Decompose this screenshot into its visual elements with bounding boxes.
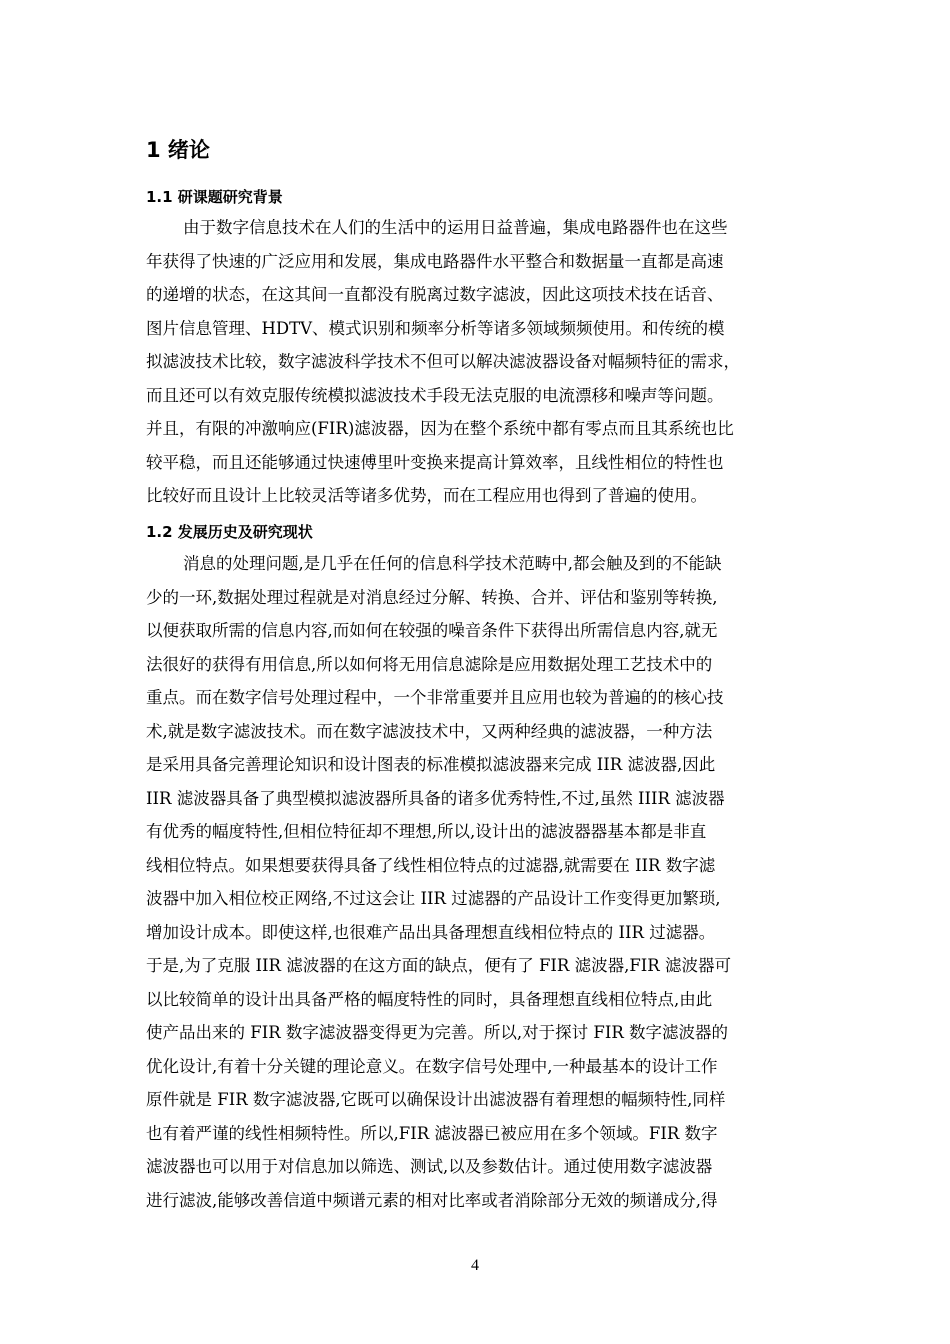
paragraph-line: 使产品出来的 FIR 数字滤波器变得更为完善。所以,对于探讨 FIR 数字滤波器的 <box>146 1023 729 1042</box>
paragraph-line: 以便获取所需的信息内容,而如何在较强的噪音条件下获得出所需信息内容,就无 <box>146 621 718 640</box>
paragraph-line: 以比较简单的设计出具备严格的幅度特性的同时，具备理想直线相位特点,由此 <box>146 989 713 1009</box>
paragraph-line: 优化设计,有着十分关键的理论意义。在数字信号处理中,一种最基本的设计工作 <box>146 1056 718 1076</box>
section-history-paragraph <box>146 547 806 1217</box>
paragraph-line: 少的一环,数据处理过程就是对消息经过分解、转换、合并、评估和鉴别等转换, <box>146 587 718 607</box>
section-title-background: 1.1 研课题研究背景 <box>146 188 283 206</box>
paragraph-line: 年获得了快速的广泛应用和发展，集成电路器件水平整合和数据量一直都是高速 <box>146 251 724 271</box>
paragraph-line: 重点。而在数字信号处理过程中，一个非常重要并且应用也较为普遍的的核心技 <box>146 688 724 707</box>
paragraph-line: 有优秀的幅度特性,但相位特征却不理想,所以,设计出的滤波器器基本都是非直 <box>146 822 707 841</box>
paragraph-line: 的递增的状态，在这其间一直都没有脱离过数字滤波，因此这项技术技在话音、 <box>146 285 724 304</box>
paragraph-line: 也有着严谨的线性相频特性。所以,FIR 滤波器已被应用在多个领域。FIR 数字 <box>146 1123 718 1143</box>
paragraph-line: 线相位特点。如果想要获得具备了线性相位特点的过滤器,就需要在 IIR 数字滤 <box>146 855 716 875</box>
paragraph-line: 拟滤波技术比较，数字滤波科学技术不但可以解决滤波器设备对幅频特征的需求， <box>146 352 740 371</box>
paragraph-line: 滤波器也可以用于对信息加以筛选、测试,以及参数估计。通过使用数字滤波器 <box>146 1157 713 1176</box>
paragraph-line: 图片信息管理、HDTV、模式识别和频率分析等诸多领域频频使用。和传统的模 <box>146 318 725 338</box>
paragraph-line: 较平稳，而且还能够通过快速傅里叶变换来提高计算效率，且线性相位的特性也 <box>146 452 724 472</box>
paragraph-line: 是采用具备完善理论知识和设计图表的标准模拟滤波器来完成 IIR 滤波器,因此 <box>146 755 716 774</box>
paragraph-line: 术,就是数字滤波技术。而在数字滤波技术中，又两种经典的滤波器，一种方法 <box>146 721 713 741</box>
chapter-title: 1 绪论 <box>146 138 210 162</box>
section-background-paragraph <box>146 211 806 513</box>
paragraph-line: 波器中加入相位校正网络,不过这会让 IIR 过滤器的产品设计工作变得更加繁琐, <box>146 889 721 908</box>
paragraph-line: 比较好而且设计上比较灵活等诸多优势，而在工程应用也得到了普遍的使用。 <box>146 486 707 505</box>
paragraph-line: 并且，有限的冲激响应(FIR)滤波器，因为在整个系统中都有零点而且其系统也比 <box>146 419 734 438</box>
paragraph-line: 由于数字信息技术在人们的生活中的运用日益普遍，集成电路器件也在这些 <box>183 218 728 237</box>
paragraph-line: 于是,为了克服 IIR 滤波器的在这方面的缺点，便有了 FIR 滤波器,FIR 滤波器可 <box>146 956 731 975</box>
section-title-history: 1.2 发展历史及研究现状 <box>146 523 313 541</box>
paragraph-line: 增加设计成本。即使这样,也很难产品出具备理想直线相位特点的 IIR 过滤器。 <box>146 922 716 942</box>
paragraph-line: 消息的处理问题,是几乎在任何的信息科学技术范畴中,都会触及到的不能缺 <box>183 554 722 573</box>
paragraph-line: 进行滤波,能够改善信道中频谱元素的相对比率或者消除部分无效的频谱成分,得 <box>146 1190 718 1210</box>
page-number: 4 <box>471 1257 479 1274</box>
paragraph-line: IIR 滤波器具备了典型模拟滤波器所具备的诸多优秀特性,不过,虽然 IIIR 滤波器 <box>146 788 725 808</box>
paragraph-line: 而且还可以有效克服传统模拟滤波技术手段无法克服的电流漂移和噪声等问题。 <box>146 385 724 405</box>
paragraph-line: 法很好的获得有用信息,所以如何将无用信息滤除是应用数据处理工艺技术中的 <box>146 654 713 674</box>
paragraph-line: 原件就是 FIR 数字滤波器,它既可以确保设计出滤波器有着理想的幅频特性,同样 <box>146 1090 726 1109</box>
